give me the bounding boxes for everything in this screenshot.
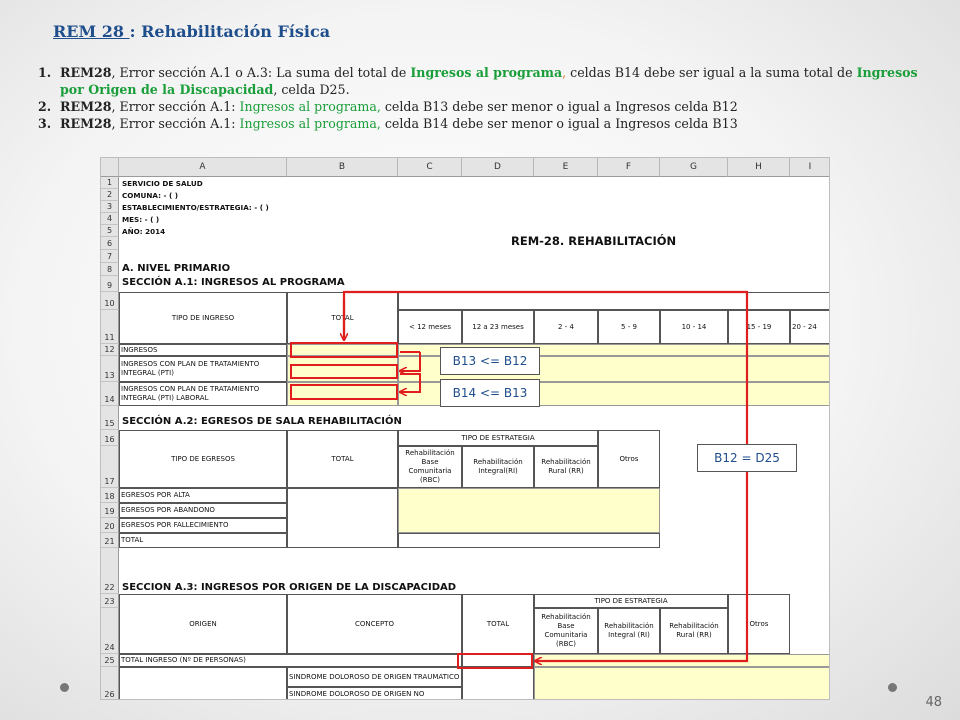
row-header[interactable]: 5	[101, 225, 119, 237]
section-a3-title: SECCION A.3: INGRESOS POR ORIGEN DE LA DISCAPACIDAD	[122, 582, 457, 593]
a3-concepto-header: CONCEPTO	[287, 594, 462, 654]
a1-row-pti: INGRESOS CON PLAN DE TRATAMIENTO INTEGRAL (PTI)	[119, 356, 287, 382]
row-header[interactable]: 7	[101, 250, 119, 263]
a1-age-col: 20 - 24	[790, 310, 830, 344]
row-header[interactable]: 6	[101, 237, 119, 250]
title-code: REM 28	[53, 22, 130, 41]
row-header[interactable]: 22	[101, 548, 119, 594]
row-header[interactable]: 10	[101, 292, 119, 310]
row-header[interactable]: 20	[101, 518, 119, 533]
row-header[interactable]: 11	[101, 310, 119, 344]
column-header-a[interactable]: A	[119, 158, 287, 177]
rule-highlight: Ingresos al programa,	[239, 99, 381, 114]
rule-number: 3.	[38, 116, 52, 131]
a3-origen-header: ORIGEN	[119, 594, 287, 654]
row-header[interactable]: 8	[101, 263, 119, 276]
rule-highlight: Ingresos al programa,	[239, 116, 381, 131]
row-header[interactable]: 4	[101, 213, 119, 225]
rule-text: , celda D25.	[273, 82, 350, 97]
a2-row: EGRESOS POR ABANDONO	[119, 503, 287, 518]
row-header[interactable]: 15	[101, 406, 119, 430]
a2-total-header: TOTAL	[287, 430, 398, 488]
column-header-g[interactable]: G	[660, 158, 728, 177]
row-header[interactable]: 2	[101, 189, 119, 201]
rule-highlight: Ingresos al programa	[410, 65, 563, 80]
a3-col: Rehabilitación Rural (RR)	[660, 608, 728, 654]
rule-number: 1.	[38, 65, 52, 80]
a2-row: TOTAL	[119, 533, 287, 548]
error-rules-list	[38, 64, 918, 132]
row-header[interactable]: 19	[101, 503, 119, 518]
report-title: REM-28. REHABILITACIÓN	[511, 234, 677, 248]
rule-number: 2.	[38, 99, 52, 114]
a1-tipo-header: TIPO DE INGRESO	[119, 292, 287, 344]
a1-age-col: 12 a 23 meses	[462, 310, 534, 344]
row-header[interactable]: 25	[101, 654, 119, 667]
highlight-b14	[290, 384, 398, 400]
decorative-dot-left	[60, 683, 69, 692]
a3-total-header: TOTAL	[462, 594, 534, 654]
establecimiento-label: ESTABLECIMIENTO/ESTRATEGIA: - ( )	[122, 203, 269, 212]
row-header[interactable]: 17	[101, 446, 119, 488]
a3-concept: SINDROME DOLOROSO DE ORIGEN TRAUMATICO	[287, 667, 462, 687]
a3-col: Rehabilitación Integral (RI)	[598, 608, 660, 654]
rule-code: REM28	[60, 65, 112, 80]
rule-highlight: Ingresos por Origen de la Discapacidad	[60, 65, 918, 97]
column-header-b[interactable]: B	[287, 158, 398, 177]
rule-item-3	[38, 115, 918, 132]
column-header-h[interactable]: H	[728, 158, 790, 177]
a2-col: Rehabilitación Base Comunitaria (RBC)	[398, 446, 462, 488]
section-a1-title: SECCIÓN A.1: INGRESOS AL PROGRAMA	[122, 277, 345, 288]
anio-label: AÑO: 2014	[122, 227, 166, 236]
a1-age-col: < 12 meses	[398, 310, 462, 344]
row-header[interactable]: 23	[101, 594, 119, 608]
a2-otros-header: Otros	[598, 430, 660, 488]
rule-label-b13: B13 <= B12	[440, 347, 540, 375]
row-header[interactable]: 26	[101, 667, 119, 700]
row-header[interactable]: 12	[101, 344, 119, 356]
rule-text: celdas B14 debe ser igual a la suma total de	[566, 65, 857, 80]
a2-tipo-header: TIPO DE EGRESOS	[119, 430, 287, 488]
comuna-label: COMUNA: - ( )	[122, 191, 179, 200]
row-header[interactable]: 1	[101, 177, 119, 189]
a3-estrategia-header: TIPO DE ESTRATEGIA	[534, 594, 728, 608]
column-header-d[interactable]: D	[462, 158, 534, 177]
a2-col: Rehabilitación Rural (RR)	[534, 446, 598, 488]
nivel-title: A. NIVEL PRIMARIO	[122, 263, 231, 274]
a2-data-area[interactable]	[398, 488, 660, 533]
slide-title	[53, 22, 330, 41]
a2-row: EGRESOS POR FALLECIMIENTO	[119, 518, 287, 533]
a3-row25-label: TOTAL INGRESO (Nº DE PERSONAS)	[119, 654, 462, 667]
rule-code: REM28	[60, 99, 112, 114]
rule-text: , Error sección A.1:	[111, 99, 240, 114]
a3-otros-header: Otros	[728, 594, 790, 654]
a3-origen-cell	[119, 667, 287, 700]
a2-total-row[interactable]	[398, 533, 660, 548]
row-header[interactable]: 16	[101, 430, 119, 446]
a2-total-column[interactable]	[287, 488, 398, 548]
a1-age-col: 2 - 4	[534, 310, 598, 344]
page-number: 48	[925, 695, 942, 710]
decorative-dot-right	[888, 683, 897, 692]
a3-data-area[interactable]	[534, 667, 830, 700]
rule-text: celda B13 debe ser menor o igual a Ingresos celda B12	[380, 99, 738, 114]
highlight-b13	[290, 364, 398, 379]
row-header[interactable]: 3	[101, 201, 119, 213]
rule-text: , Error sección A.1:	[111, 116, 240, 131]
a2-row: EGRESOS POR ALTA	[119, 488, 287, 503]
highlight-d25	[457, 653, 533, 669]
a3-total-data[interactable]	[462, 667, 534, 700]
a1-row-ingresos: INGRESOS	[119, 344, 287, 356]
row-header[interactable]: 21	[101, 533, 119, 548]
sheet-corner[interactable]	[101, 158, 119, 177]
a3-concept: SINDROME DOLOROSO DE ORIGEN NO	[287, 687, 462, 700]
rule-label-b12: B12 = D25	[697, 444, 797, 472]
column-header-c[interactable]: C	[398, 158, 462, 177]
row-header[interactable]: 9	[101, 276, 119, 292]
a3-row25-data[interactable]	[534, 654, 830, 667]
rule-label-b14: B14 <= B13	[440, 379, 540, 407]
rule-item-2	[38, 98, 918, 115]
column-header-i[interactable]: I	[790, 158, 830, 177]
row-header[interactable]: 18	[101, 488, 119, 503]
a2-col: Rehabilitación Integral(RI)	[462, 446, 534, 488]
section-a2-title: SECCIÓN A.2: EGRESOS DE SALA REHABILITACIÓN	[122, 416, 402, 427]
a1-total-header: TOTAL	[287, 292, 398, 344]
rule-item-1	[38, 64, 918, 98]
a2-estrategia-header: TIPO DE ESTRATEGIA	[398, 430, 598, 446]
a1-age-col: 15 - 19	[728, 310, 790, 344]
rule-text: , Error sección A.1 o A.3: La suma del total de	[111, 65, 411, 80]
row-header[interactable]: 24	[101, 608, 119, 654]
title-rest: : Rehabilitación Física	[129, 22, 331, 41]
column-header-e[interactable]: E	[534, 158, 598, 177]
rule-punct: ,	[562, 65, 567, 80]
mes-label: MES: - ( )	[122, 215, 160, 224]
a1-row-pti-laboral: INGRESOS CON PLAN DE TRATAMIENTO INTEGRAL (PTI) LABORAL	[119, 382, 287, 406]
a3-col: Rehabilitación Base Comunitaria (RBC)	[534, 608, 598, 654]
row-header[interactable]: 13	[101, 356, 119, 382]
a1-age-col: 10 - 14	[660, 310, 728, 344]
rule-text: celda B14 debe ser menor o igual a Ingresos celda B13	[380, 116, 738, 131]
spreadsheet	[100, 157, 830, 700]
highlight-b12	[290, 342, 398, 358]
row-header[interactable]: 14	[101, 382, 119, 406]
a1-age-group-header	[398, 292, 830, 310]
a1-age-col: 5 - 9	[598, 310, 660, 344]
rule-code: REM28	[60, 116, 112, 131]
servicio-label: SERVICIO DE SALUD	[122, 179, 203, 188]
column-header-f[interactable]: F	[598, 158, 660, 177]
